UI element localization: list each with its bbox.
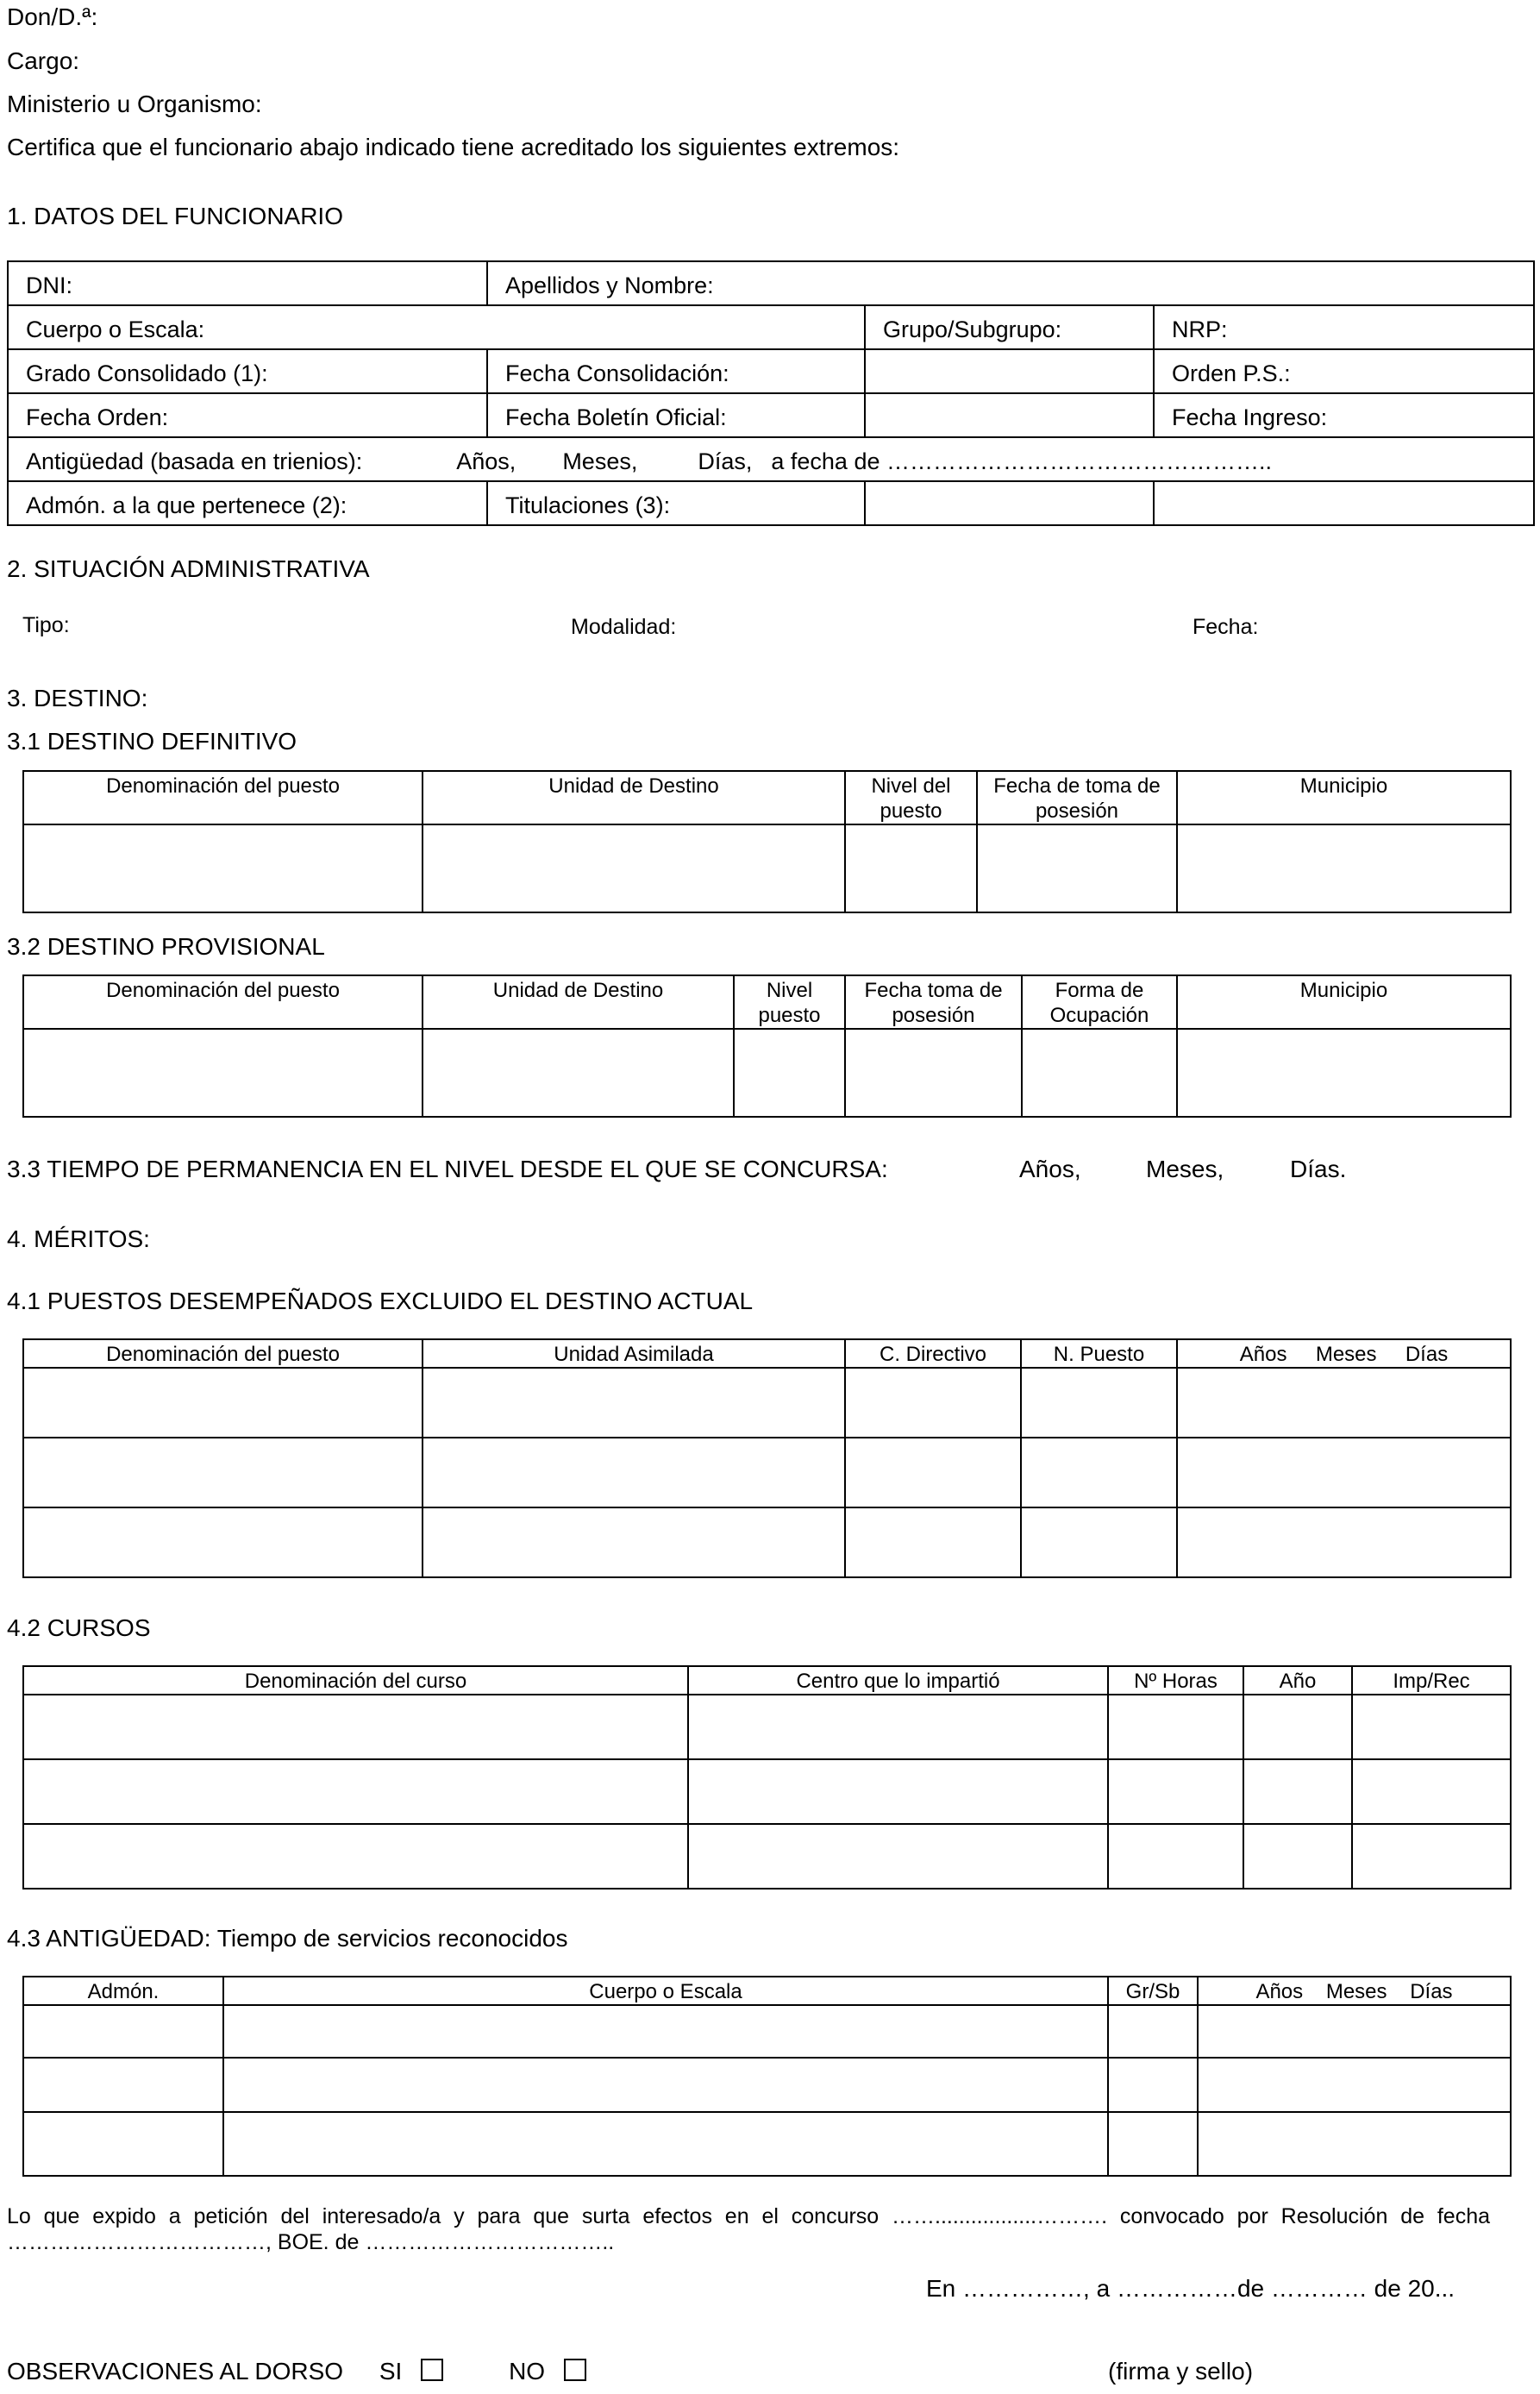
apellidos-field: Apellidos y Nombre: bbox=[487, 261, 1534, 305]
empty-cell bbox=[865, 349, 1154, 393]
header-row bbox=[23, 975, 1511, 1029]
permanencia-meses: Meses, bbox=[1146, 1156, 1224, 1182]
header-row bbox=[23, 771, 1511, 824]
firma-label: (firma y sello) bbox=[1108, 2358, 1254, 2385]
cursos-title: 4.2 CURSOS bbox=[7, 1614, 151, 1641]
col-forma-ocupacion: Forma de Ocupación bbox=[1022, 975, 1177, 1029]
col-cuerpo: Cuerpo o Escala bbox=[223, 1977, 1108, 2005]
col-ano: Año bbox=[1243, 1666, 1352, 1695]
empty-cell bbox=[1154, 481, 1534, 525]
si-checkbox[interactable] bbox=[421, 2359, 443, 2381]
datos-funcionario-table bbox=[7, 260, 1535, 526]
tipo-label: Tipo: bbox=[22, 613, 70, 637]
no-checkbox[interactable] bbox=[564, 2359, 586, 2381]
fecha-consolidacion-field: Fecha Consolidación: bbox=[487, 349, 865, 393]
col-unidad: Unidad de Destino bbox=[423, 975, 734, 1029]
antiguedad-meses: Meses, bbox=[562, 448, 638, 474]
col-anos-meses-dias: Años Meses Días bbox=[1177, 1339, 1511, 1368]
section1-title: 1. DATOS DEL FUNCIONARIO bbox=[7, 203, 343, 229]
header-row bbox=[23, 1666, 1511, 1695]
antiguedad-field bbox=[8, 437, 1534, 481]
empty-cell bbox=[865, 481, 1154, 525]
expido-text: Lo que expido a petición del interesado/a y para que surta efectos en el concurso …….................………. convocado por Resolución de fecha ………………………………, BOE. de …………………………….. bbox=[7, 2204, 1490, 2254]
row-antiguedad bbox=[8, 437, 1534, 481]
ministerio-label: Ministerio u Organismo: bbox=[7, 91, 262, 117]
orden-ps-field: Orden P.S.: bbox=[1154, 349, 1534, 393]
nrp-field: NRP: bbox=[1154, 305, 1534, 349]
table-row bbox=[23, 2005, 1511, 2058]
col-denominacion: Denominación del puesto bbox=[23, 771, 423, 824]
col-municipio: Municipio bbox=[1177, 975, 1511, 1029]
col-imp-rec: Imp/Rec bbox=[1352, 1666, 1511, 1695]
fecha-boletin-field: Fecha Boletín Oficial: bbox=[487, 393, 865, 437]
puestos-table bbox=[22, 1338, 1512, 1578]
table-row bbox=[23, 2112, 1511, 2176]
permanencia-anos: Años, bbox=[1019, 1156, 1081, 1182]
destino-provisional-title: 3.2 DESTINO PROVISIONAL bbox=[7, 933, 325, 960]
header-row bbox=[23, 1977, 1511, 2005]
col-municipio: Municipio bbox=[1177, 771, 1511, 824]
don-label: Don/D.ª: bbox=[7, 3, 98, 30]
fecha-ingreso-field: Fecha Ingreso: bbox=[1154, 393, 1534, 437]
si-label: SI bbox=[379, 2358, 403, 2385]
admon-field: Admón. a la que pertenece (2): bbox=[8, 481, 487, 525]
en-fecha-line: En ……………, a ……………de ………… de 20... bbox=[926, 2275, 1455, 2302]
col-unidad: Unidad de Destino bbox=[423, 771, 845, 824]
col-denominacion-curso: Denominación del curso bbox=[23, 1666, 688, 1695]
empty-cell bbox=[865, 393, 1154, 437]
table-row bbox=[23, 1507, 1511, 1577]
col-nivel: Nivel del puesto bbox=[845, 771, 977, 824]
cargo-label: Cargo: bbox=[7, 47, 80, 74]
col-centro: Centro que lo impartió bbox=[688, 1666, 1108, 1695]
section2-title: 2. SITUACIÓN ADMINISTRATIVA bbox=[7, 555, 370, 582]
row-admon bbox=[8, 481, 1534, 525]
grado-field: Grado Consolidado (1): bbox=[8, 349, 487, 393]
table-row bbox=[23, 824, 1511, 912]
col-fecha-toma: Fecha de toma de posesión bbox=[977, 771, 1177, 824]
destino-definitivo-title: 3.1 DESTINO DEFINITIVO bbox=[7, 728, 297, 755]
table-row bbox=[23, 1029, 1511, 1117]
antiguedad-label: Antigüedad (basada en trienios): bbox=[26, 448, 363, 474]
table-row bbox=[23, 2058, 1511, 2112]
observaciones-label: OBSERVACIONES AL DORSO bbox=[7, 2358, 344, 2385]
fecha-label: Fecha: bbox=[1193, 615, 1259, 639]
cuerpo-field: Cuerpo o Escala: bbox=[8, 305, 865, 349]
titulaciones-field: Titulaciones (3): bbox=[487, 481, 865, 525]
antiguedad-dias: Días, bbox=[698, 448, 753, 474]
col-horas: Nº Horas bbox=[1108, 1666, 1243, 1695]
fecha-orden-field: Fecha Orden: bbox=[8, 393, 487, 437]
section3-title: 3. DESTINO: bbox=[7, 685, 148, 711]
antiguedad-title: 4.3 ANTIGÜEDAD: Tiempo de servicios reconocidos bbox=[7, 1925, 568, 1952]
antiguedad-table bbox=[22, 1976, 1512, 2177]
table-row bbox=[23, 1438, 1511, 1507]
certifica-text: Certifica que el funcionario abajo indicado tiene acreditado los siguientes extremos: bbox=[7, 134, 900, 160]
no-label: NO bbox=[509, 2358, 546, 2385]
row-grado bbox=[8, 349, 1534, 393]
col-denominacion: Denominación del puesto bbox=[23, 1339, 423, 1368]
row-fecha-orden bbox=[8, 393, 1534, 437]
row-dni bbox=[8, 261, 1534, 305]
col-unidad-asimilada: Unidad Asimilada bbox=[423, 1339, 845, 1368]
row-cuerpo bbox=[8, 305, 1534, 349]
permanencia-dias: Días. bbox=[1290, 1156, 1347, 1182]
col-n-puesto: N. Puesto bbox=[1021, 1339, 1177, 1368]
modalidad-label: Modalidad: bbox=[571, 615, 677, 639]
col-c-directivo: C. Directivo bbox=[845, 1339, 1021, 1368]
table-row bbox=[23, 1695, 1511, 1759]
section4-title: 4. MÉRITOS: bbox=[7, 1225, 150, 1252]
puestos-title: 4.1 PUESTOS DESEMPEÑADOS EXCLUIDO EL DESTINO ACTUAL bbox=[7, 1288, 754, 1314]
header-row bbox=[23, 1339, 1511, 1368]
dni-field: DNI: bbox=[8, 261, 487, 305]
col-gr-sb: Gr/Sb bbox=[1108, 1977, 1198, 2005]
table-row bbox=[23, 1368, 1511, 1438]
cursos-table bbox=[22, 1665, 1512, 1890]
antiguedad-anos: Años, bbox=[456, 448, 516, 474]
grupo-field: Grupo/Subgrupo: bbox=[865, 305, 1154, 349]
col-denominacion: Denominación del puesto bbox=[23, 975, 423, 1029]
col-anos-meses-dias: Años Meses Días bbox=[1198, 1977, 1511, 2005]
col-nivel: Nivel puesto bbox=[734, 975, 845, 1029]
destino-provisional-table bbox=[22, 975, 1512, 1118]
table-row bbox=[23, 1824, 1511, 1889]
antiguedad-a-fecha: a fecha de ………………………………………….. bbox=[771, 448, 1272, 474]
col-admon: Admón. bbox=[23, 1977, 223, 2005]
col-fecha-toma: Fecha toma de posesión bbox=[845, 975, 1022, 1029]
permanencia-title: 3.3 TIEMPO DE PERMANENCIA EN EL NIVEL DESDE EL QUE SE CONCURSA: bbox=[7, 1156, 888, 1182]
table-row bbox=[23, 1759, 1511, 1824]
observaciones-line bbox=[7, 2357, 586, 2386]
destino-definitivo-table bbox=[22, 770, 1512, 913]
